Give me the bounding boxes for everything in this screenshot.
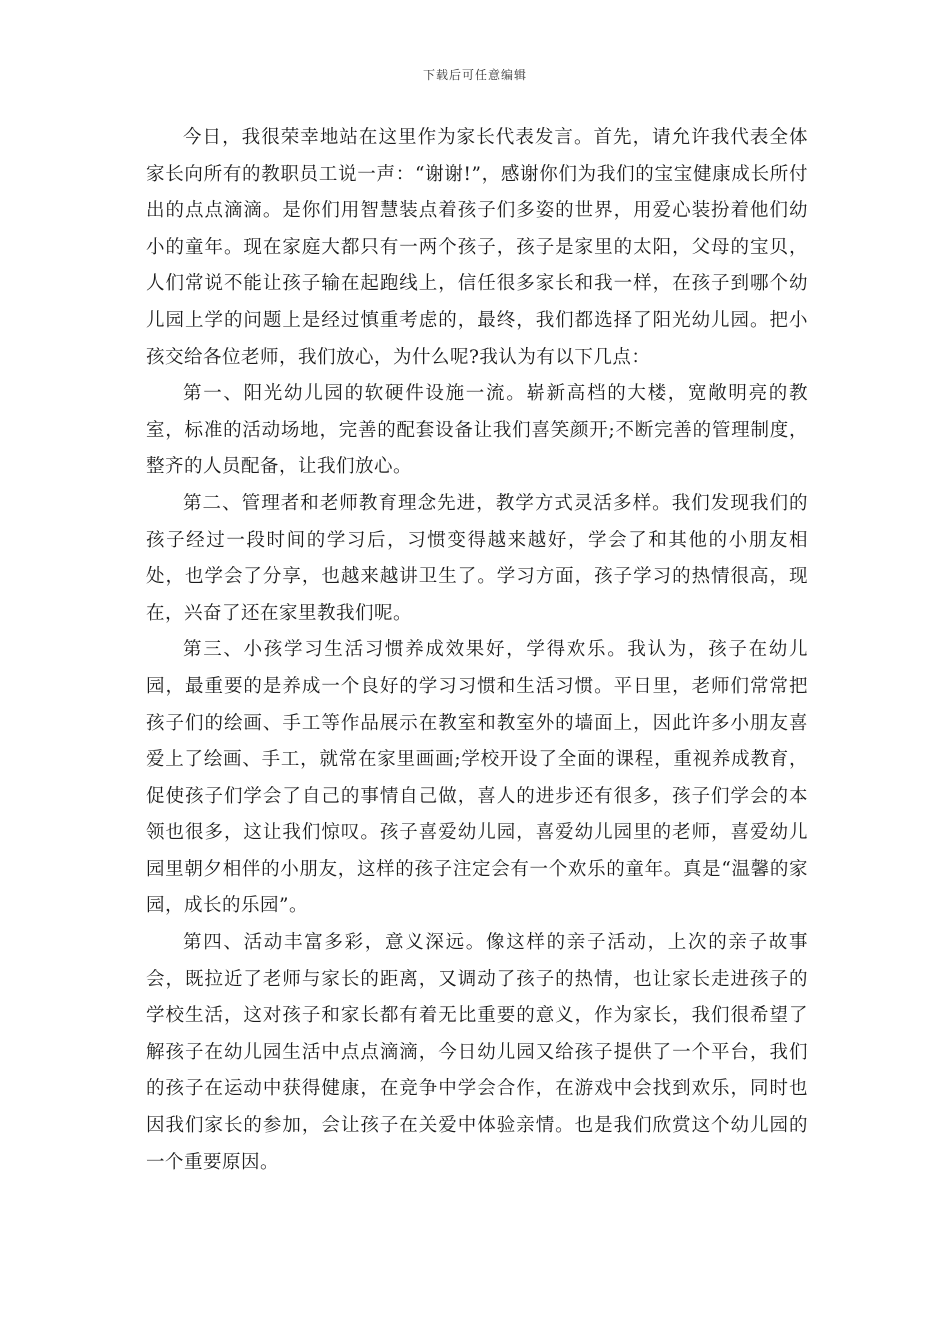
- paragraph-intro: 今日，我很荣幸地站在这里作为家长代表发言。首先，请允许我代表全体家长向所有的教职员工说一声：“谢谢!”，感谢你们为我们的宝宝健康成长所付出的点点滴滴。是你们用智慧装点着孩子们多姿的世界，用爱心装扮着他们幼小的童年。现在家庭大都只有一两个孩子，孩子是家里的太阳，父母的宝贝，人们常说不能让孩子输在起跑线上，信任很多家长和我一样，在孩子到哪个幼儿园上学的问题上是经过慎重考虑的，最终，我们都选择了阳光幼儿园。把小孩交给各位老师，我们放心，为什么呢?我认为有以下几点：: [146, 127, 808, 368]
- paragraph-point-one: 第一、阳光幼儿园的软硬件设施一流。崭新高档的大楼，宽敞明亮的教室，标准的活动场地，完善的配套设备让我们喜笑颜开;不断完善的管理制度，整齐的人员配备，让我们放心。: [146, 383, 808, 478]
- paragraph-point-two: 第二、管理者和老师教育理念先进，教学方式灵活多样。我们发现我们的孩子经过一段时间的学习后，习惯变得越来越好，学会了和其他的小朋友相处，也学会了分享，也越来越讲卫生了。学习方面，孩子学习的热情很高，现在，兴奋了还在家里教我们呢。: [146, 492, 808, 624]
- page-header-note: 下载后可任意编辑: [422, 68, 527, 82]
- paragraph-point-four: 第四、活动丰富多彩，意义深远。像这样的亲子活动，上次的亲子故事会，既拉近了老师与家长的距离，又调动了孩子的热情，也让家长走进孩子的学校生活，这对孩子和家长都有着无比重要的意义，作为家长，我们很希望了解孩子在幼儿园生活中点点滴滴，今日幼儿园又给孩子提供了一个平台，我们的孩子在运动中获得健康，在竞争中学会合作，在游戏中会找到欢乐，同时也因我们家长的参加，会让孩子在关爱中体验亲情。也是我们欣赏这个幼儿园的一个重要原因。: [146, 932, 808, 1173]
- paragraph-point-three: 第三、小孩学习生活习惯养成效果好，学得欢乐。我认为，孩子在幼儿园，最重要的是养成一个良好的学习习惯和生活习惯。平日里，老师们常常把孩子们的绘画、手工等作品展示在教室和教室外的墙面上，因此许多小朋友喜爱上了绘画、手工，就常在家里画画;学校开设了全面的课程，重视养成教育，促使孩子们学会了自己的事情自己做，喜人的进步还有很多，孩子们学会的本领也很多，这让我们惊叹。孩子喜爱幼儿园，喜爱幼儿园里的老师，喜爱幼儿园里朝夕相伴的小朋友，这样的孩子注定会有一个欢乐的童年。真是“温馨的家园，成长的乐园”。: [146, 639, 808, 917]
- document-body: [146, 120, 808, 1181]
